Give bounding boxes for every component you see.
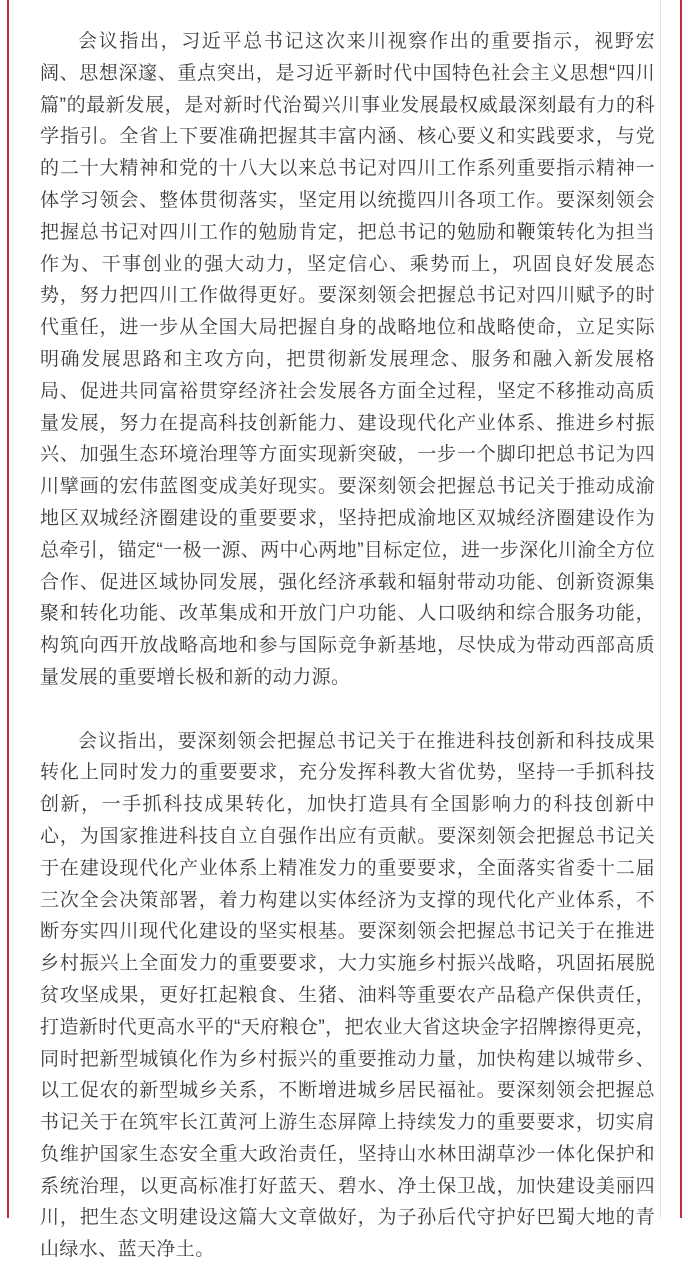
right-red-edge-rule: [680, 0, 682, 1218]
paragraph-1: 会议指出，习近平总书记这次来川视察作出的重要指示，视野宏阔、思想深邃、重点突出，是习近平新时代中国特色社会主义思想“四川篇”的最新发展，是对新时代治蜀兴川事业发展最权威最深刻最有力的科学指引。全省上下要准确把握其丰富内涵、核心要义和实践要求，与党的二十大精神和党的十八大以来总书记对四川工作系列重要指示精神一体学习领会、整体贯彻落实，坚定用以统揽四川各项工作。要深刻领会把握总书记对四川工作的勉励肯定，把总书记的勉励和鞭策转化为担当作为、干事创业的强大动力，坚定信心、乘势而上，巩固良好发展态势，努力把四川工作做得更好。要深刻领会把握总书记对四川赋予的时代重任，进一步从全国大局把握自身的战略地位和战略使命，立足实际明确发展思路和主攻方向，把贯彻新发展理念、服务和融入新发展格局、促进共同富裕贯穿经济社会发展各方面全过程，坚定不移推动高质量发展，努力在提高科技创新能力、建设现代化产业体系、推进乡村振兴、加强生态环境治理等方面实现新突破，一步一个脚印把总书记为四川擘画的宏伟蓝图变成美好现实。要深刻领会把握总书记关于推动成渝地区双城经济圈建设的重要要求，坚持把成渝地区双城经济圈建设作为总牵引，锚定“一极一源、两中心两地”目标定位，进一步深化川渝全方位合作、促进区域协同发展，强化经济承载和辐射带动功能、创新资源集聚和转化功能、改革集成和开放门户功能、人口吸纳和综合服务功能，构筑向西开放战略高地和参与国际竞争新基地，尽快成为带动西部高质量发展的重要增长极和新的动力源。: [40, 31, 655, 688]
paragraph-2: 会议指出，要深刻领会把握总书记关于在推进科技创新和科技成果转化上同时发力的重要要求，充分发挥科教大省优势，坚持一手抓科技创新，一手抓科技成果转化，加快打造具有全国影响力的科技创新中心，为国家推进科技自立自强作出应有贡献。要深刻领会把握总书记关于在建设现代化产业体系上精准发力的重要要求，全面落实省委十二届三次全会决策部署，着力构建以实体经济为支撑的现代化产业体系，不断夯实四川现代化建设的坚实根基。要深刻领会把握总书记关于在推进乡村振兴上全面发力的重要要求，大力实施乡村振兴战略，巩固拓展脱贫攻坚成果，更好扛起粮食、生猪、油料等重要农产品稳产保供责任，打造新时代更高水平的“天府粮仓”，把农业大省这块金字招牌擦得更亮，同时把新型城镇化作为乡村振兴的重要推动力量，加快构建以城带乡、以工促农的新型城乡关系，不断增进城乡居民福祉。要深刻领会把握总书记关于在筑牢长江黄河上游生态屏障上持续发力的重要要求，切实肩负维护国家生态安全重大政治责任，坚持山水林田湖草沙一体化保护和系统治理，以更高标准打好蓝天、碧水、净土保卫战，加快建设美丽四川，把生态文明建设这篇大文章做好，为子孙后代守护好巴蜀大地的青山绿水、蓝天净土。: [40, 730, 655, 1261]
right-gray-hairline: [660, 0, 661, 1218]
left-gray-hairline: [12, 0, 13, 1218]
article-body: [40, 26, 655, 1266]
left-red-edge-rule: [7, 0, 9, 1218]
